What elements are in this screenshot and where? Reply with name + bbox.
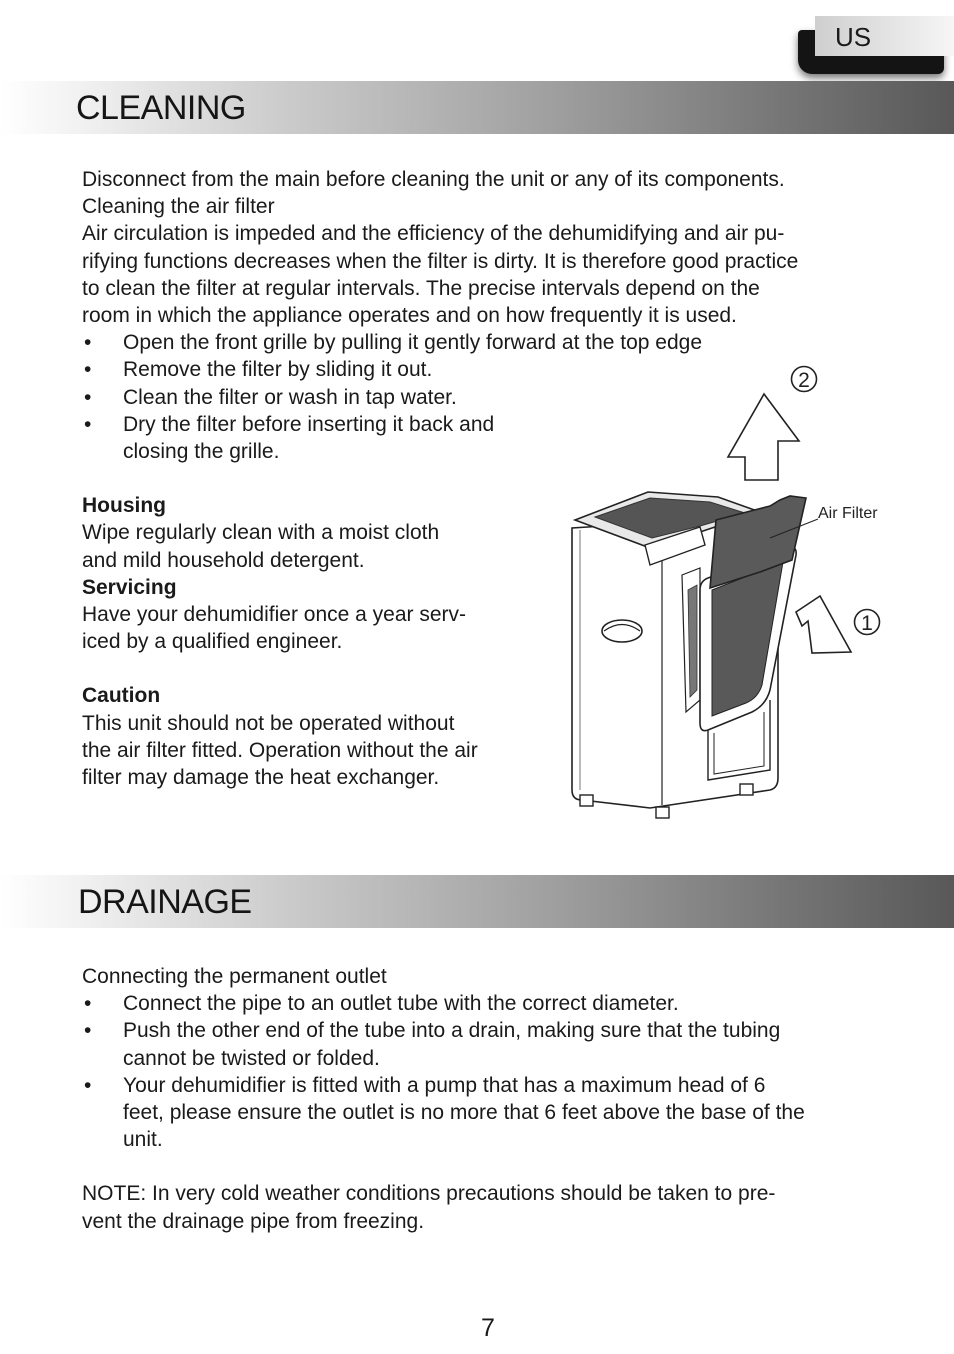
caution-heading: Caution [82,684,161,708]
air-filter-label: Air Filter [818,505,878,522]
drainage-steps-list [82,990,805,1153]
intro-line: Disconnect from the main before cleaning the unit or any of its components. [82,168,785,191]
servicing-line: iced by a qualified engineer. [82,630,343,654]
caution-line: filter may damage the heat exchanger. [82,766,440,790]
intro-line: rifying functions decreases when the filter is dirty. It is therefore good practice [82,249,799,273]
note-line: vent the drainage pipe from freezing. [82,1209,425,1233]
drainage-header-band [0,875,954,928]
page-number: 7 [481,1314,495,1342]
intro-line: Air circulation is impeded and the efficiency of the dehumidifying and air pu- [82,222,785,246]
caution-line: the air filter fitted. Operation without the air [82,738,478,762]
arrow-icon [796,596,851,653]
side-handle [602,620,642,642]
drainage-title: DRAINAGE [78,883,252,921]
servicing-line: Have your dehumidifier once a year serv- [82,603,467,627]
step-one-marker: 1 [861,612,873,635]
drainage-intro: Connecting the permanent outlet [82,965,387,988]
list-item: • Your dehumidifier is fitted with a pump that has a maximum head of 6 feet, please ensure the outlet is no more that 6 feet above the base of the unit. [82,1072,805,1154]
list-item: • Clean the filter or wash in tap water. [82,384,798,411]
housing-line: Wipe regularly clean with a moist cloth [82,521,440,545]
drainage-block [82,963,805,1235]
cleaning-title: CLEANING [76,89,246,127]
housing-line: and mild household detergent. [82,548,365,572]
step-two-marker: 2 [798,369,810,392]
arrow-up-icon [728,394,799,480]
list-item: • Push the other end of the tube into a drain, making sure that the tubing cannot be twisted or folded. [82,1017,805,1071]
region-tab: US [815,16,954,56]
cleaning-header-band [0,81,954,134]
list-item: • Connect the pipe to an outlet tube with the correct diameter. [82,990,805,1017]
intro-line: Cleaning the air filter [82,195,275,219]
housing-heading: Housing [82,494,166,518]
dehumidifier-illustration [555,360,895,830]
list-item: • Dry the filter before inserting it back and closing the grille. [82,411,798,465]
intro-line: to clean the filter at regular intervals. The precise intervals depend on the [82,276,760,300]
intro-line: room in which the appliance operates and on how frequently it is used. [82,304,737,328]
caution-line: This unit should not be operated without [82,711,455,735]
servicing-heading: Servicing [82,575,177,599]
note-line: NOTE: In very cold weather conditions precautions should be taken to pre- [82,1182,776,1206]
list-item: • Remove the filter by sliding it out. [82,356,798,383]
list-item: • Open the front grille by pulling it gently forward at the top edge [82,329,798,356]
